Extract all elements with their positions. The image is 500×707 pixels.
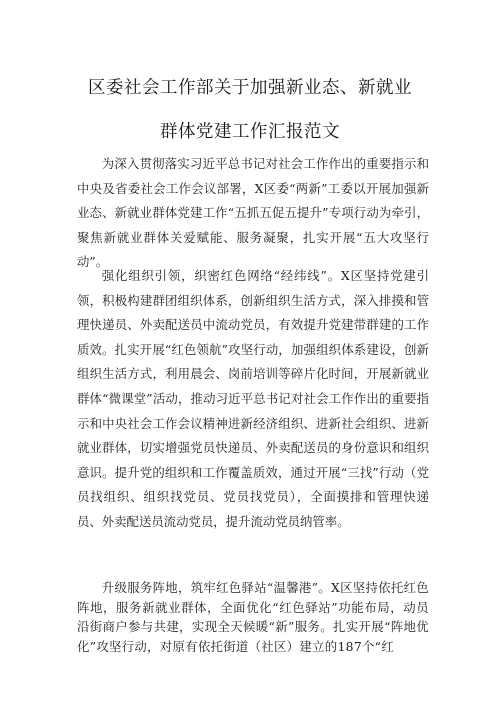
document-title-line-1: 区委社会工作部关于加强新业态、新就业 [88,78,412,98]
paragraph-organization: 强化组织引领，织密红色网络“经纬线”。X区坚持党建引领，积极构建群团组织体系，创新组织生活方式，深入排摸和管理快递员、外卖配送员中流动党员，有效提升党建带群建的工作质效。扎实开展“红色领航”攻坚行动，加强组织体系建设，创新组织生活方式，利用晨会、岗前培训等碎片化时间，开展新就业群体“微课堂”活动，推动习近平总书记对社会工作作出的重要指示和中央社会工作会议精神进新经济组织、进新社会组织、进新就业群体，切实增强党员快递员、外卖配送员的身份意识和组织意识。提升党的组织和工作覆盖质效，通过开展“三找”行动（党员找组织、组织找党员、党员找党员），全面摸排和管理快递员、外卖配送员流动党员，提升流动党员纳管率。 [77,268,429,529]
document-title-line-2: 群体党建工作汇报范文 [160,122,340,142]
paragraph-intro: 为深入贯彻落实习近平总书记对社会工作作出的重要指示和中央及省委社会工作会议部署，X区委“两新”工委以开展加强新业态、新就业群体党建工作“五抓五促五提升”专项行动为牵引，聚焦新就业群体关爱赋能、服务凝聚，扎实开展“五大攻坚行动”。 [77,156,429,269]
paragraph-service-station: 升级服务阵地，筑牢红色驿站“温馨港”。X区坚持依托红色阵地，服务新就业群体，全面优化“红色驿站”功能布局，动员沿街商户参与共建，实现全天候暖“新”服务。扎实开展“阵地优化”攻坚行动，对原有依托街道（社区）建立的187个“红 [77,580,429,654]
